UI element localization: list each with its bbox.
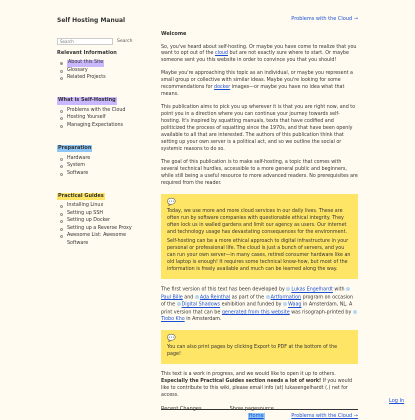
bullet-icon xyxy=(60,165,63,168)
note-paragraph: You can also print pages by clicking Export to PDF at the bottom of the page! xyxy=(167,345,338,357)
nav-list-relevant-information xyxy=(57,60,140,83)
bullet-icon xyxy=(60,173,63,176)
print-tip-note xyxy=(161,330,358,364)
work-in-progress-paragraph xyxy=(161,372,358,400)
search-row xyxy=(57,38,140,45)
text: Maybe you're approaching this topic as an individual, or maybe you represent a small group or collective with similar ideas. Maybe you're looking for some recommendations for xyxy=(161,71,353,91)
nav-item-label[interactable]: System xyxy=(67,163,85,169)
docker-link[interactable]: docker xyxy=(214,85,231,91)
nav-item-related-projects[interactable] xyxy=(57,75,140,83)
bullet-icon xyxy=(60,205,63,208)
note-paragraph: Today, we use more and more cloud services in our daily lives. These are often run by software companies with questionable ethical integrity. They often lock us in walled gardens and limit our agency as users. Our internet and technology usage has devastating consequences for the environment. xyxy=(167,208,347,235)
text: images—or maybe you have no idea what that means. xyxy=(161,85,345,98)
nav-item-system[interactable] xyxy=(57,163,140,171)
bullet-icon xyxy=(60,70,63,73)
bullet-icon xyxy=(60,228,63,231)
text: and xyxy=(182,295,195,301)
text: The first version of this text has been developed by xyxy=(161,287,287,293)
nav-item-label[interactable]: Software xyxy=(67,170,89,176)
text: was risograph-printed by xyxy=(289,310,353,316)
bullet-icon xyxy=(60,158,63,161)
note-paragraph: Self-hosting can be a more ethical approach to digital infrastructure in your personal or professional life. The cloud is just a bunch of servers, and you can run your own server—in many cases, retired consumer hardware like an old laptop is enough! It requires some technical know-how, but most of the information is freely available and much can be learned along the way. xyxy=(167,239,351,273)
tiobo-kho-link[interactable]: Tiobo Kho xyxy=(161,317,185,323)
search-input[interactable] xyxy=(57,38,113,45)
text: This text is a work in progress, and we would like to open it up to others. xyxy=(161,371,336,377)
user-avatar-icon xyxy=(195,295,199,299)
bullet-icon xyxy=(60,62,63,65)
page-title: Welcome xyxy=(161,31,187,38)
bullet-icon xyxy=(60,110,63,113)
publication-aims-paragraph: This publication aims to pick you up wherever it is that you are right now, and to point you in a direction where you can continue your journey towards self-hosting. It's inspired by squatting manuals, texts that have codified and politicized the process of squatting since the 1970s, and that have been openly available to all that are interested. The authors of this publication think that setting up your own server is a political act, and so we outline the social or systemic reasons to do so. xyxy=(161,105,356,152)
nav-item-about-this-site[interactable] xyxy=(57,60,140,68)
home-link[interactable]: Home xyxy=(248,412,264,419)
section-heading-practical-guides[interactable]: Practical Guides xyxy=(58,192,104,199)
text: program on occasion of the xyxy=(161,295,354,308)
intro-paragraph xyxy=(161,45,358,66)
nav-item-label[interactable]: Software xyxy=(67,240,89,246)
nav-item-managing-expectations[interactable] xyxy=(57,123,140,131)
nav-item-awesome-list[interactable] xyxy=(57,233,140,241)
credits-paragraph xyxy=(161,287,358,324)
goal-paragraph: The goal of this publication is to make self-hosting, a topic that comes with several technical hurdles, accessible to a more general public and beginners, while still being a useful resource to more advanced readers. No prerequisites are required from the reader. xyxy=(161,159,358,186)
nav-item-label[interactable]: About this Site xyxy=(68,60,104,66)
nav-item-label[interactable]: Installing Linux xyxy=(67,203,104,209)
nav-item-hardware[interactable] xyxy=(57,155,140,163)
nav-item-awesome-list-continued[interactable] xyxy=(57,241,140,249)
speech-bubble-icon: 💬 xyxy=(167,197,176,206)
text: So, you've heard about self-hosting. Or maybe you have come to realize that you want to opt out of the xyxy=(161,44,357,57)
bullet-icon xyxy=(60,125,63,128)
org-avatar-icon xyxy=(266,295,270,299)
nav-item-label[interactable]: Related Projects xyxy=(67,75,106,81)
text: If you would like to contribute to this wiki, please email info (at) lukasengelhardt (.) net for access. xyxy=(161,378,353,398)
speech-bubble-icon: 💬 xyxy=(167,334,176,342)
text: but are not exactly sure where to start. Or maybe someone sent you this website in order to convince you that you should! xyxy=(161,51,349,64)
section-heading-relevant-information: Relevant Information xyxy=(57,49,117,56)
nav-item-label[interactable]: Hosting Yourself xyxy=(67,115,106,121)
cloud-link[interactable]: cloud xyxy=(214,51,228,57)
user-avatar-icon xyxy=(346,287,350,291)
ada-reinthal-link[interactable]: Ada Reinthal xyxy=(199,295,231,301)
search-button[interactable]: Search xyxy=(117,38,133,44)
bottom-next-page-link[interactable]: Problems with the Cloud → xyxy=(291,412,358,419)
bullet-icon xyxy=(60,117,63,120)
nav-item-setting-up-docker[interactable] xyxy=(57,218,140,226)
nav-item-label[interactable]: Awesome List: Awesome xyxy=(67,233,127,239)
bullet-icon xyxy=(60,213,63,216)
bullet-icon xyxy=(60,235,63,238)
org-avatar-icon xyxy=(177,302,181,306)
site-title[interactable]: Self Hosting Manual xyxy=(57,17,126,24)
digital-shadows-link[interactable]: Digital Shadows xyxy=(181,302,221,308)
nav-item-installing-linux[interactable] xyxy=(57,203,140,211)
info-note xyxy=(161,194,358,280)
text: with xyxy=(332,287,347,293)
top-next-page-link[interactable]: Problems with the Cloud → xyxy=(291,16,358,22)
nav-list-what-is-self-hosting xyxy=(57,108,140,131)
text: in Amsterdam, NL. A print version that can be xyxy=(161,302,353,316)
artformation-link[interactable]: Artformation xyxy=(270,295,302,301)
nav-item-label[interactable]: Problems with the Cloud xyxy=(67,107,126,113)
lukas-engelhardt-link[interactable]: Lukas Engelhardt xyxy=(291,287,333,293)
user-avatar-icon xyxy=(286,287,290,291)
nav-list-practical-guides xyxy=(57,203,140,248)
approach-paragraph xyxy=(161,71,358,99)
nav-list-preparation xyxy=(57,155,140,178)
user-avatar-icon xyxy=(353,310,357,314)
footer xyxy=(161,406,358,413)
text: in Amsterdam. xyxy=(184,317,222,323)
sidebar xyxy=(57,16,140,259)
nav-item-glossary[interactable] xyxy=(57,67,140,75)
nav-item-label[interactable]: Managing Expectations xyxy=(67,122,124,128)
nav-item-software[interactable] xyxy=(57,170,140,178)
emphasis-text: Especially the Practical Guides section needs a lot of work! xyxy=(161,378,322,384)
nav-item-label[interactable]: Glossary xyxy=(67,67,88,73)
generated-from-website-link[interactable]: generated from this website xyxy=(221,310,290,316)
nav-item-label[interactable]: Hardware xyxy=(67,155,91,161)
waag-link[interactable]: Waag xyxy=(288,302,302,308)
show-pagesource-link[interactable]: Show pagesource xyxy=(229,406,274,412)
nav-item-label[interactable]: Setting up Docker xyxy=(67,218,111,224)
paul-bille-link[interactable]: Paul Bille xyxy=(161,295,183,301)
section-heading-preparation[interactable]: Preparation xyxy=(58,145,92,152)
org-avatar-icon xyxy=(283,302,287,306)
section-heading-what-is-self-hosting[interactable]: What is Self-Hosting xyxy=(58,97,116,104)
text: as part of the xyxy=(230,295,266,301)
bullet-icon xyxy=(60,220,63,223)
nav-item-hosting-yourself[interactable] xyxy=(57,115,140,123)
text: exhibition and funded by xyxy=(220,302,284,308)
recent-changes-link[interactable]: Recent Changes xyxy=(161,406,202,412)
nav-item-label[interactable]: Setting up SSH xyxy=(67,210,104,216)
bullet-icon xyxy=(60,77,63,80)
login-link[interactable]: Log In xyxy=(389,398,405,404)
nav-item-label[interactable]: Setting up a Reverse Proxy xyxy=(67,225,132,231)
main-content xyxy=(161,16,358,420)
